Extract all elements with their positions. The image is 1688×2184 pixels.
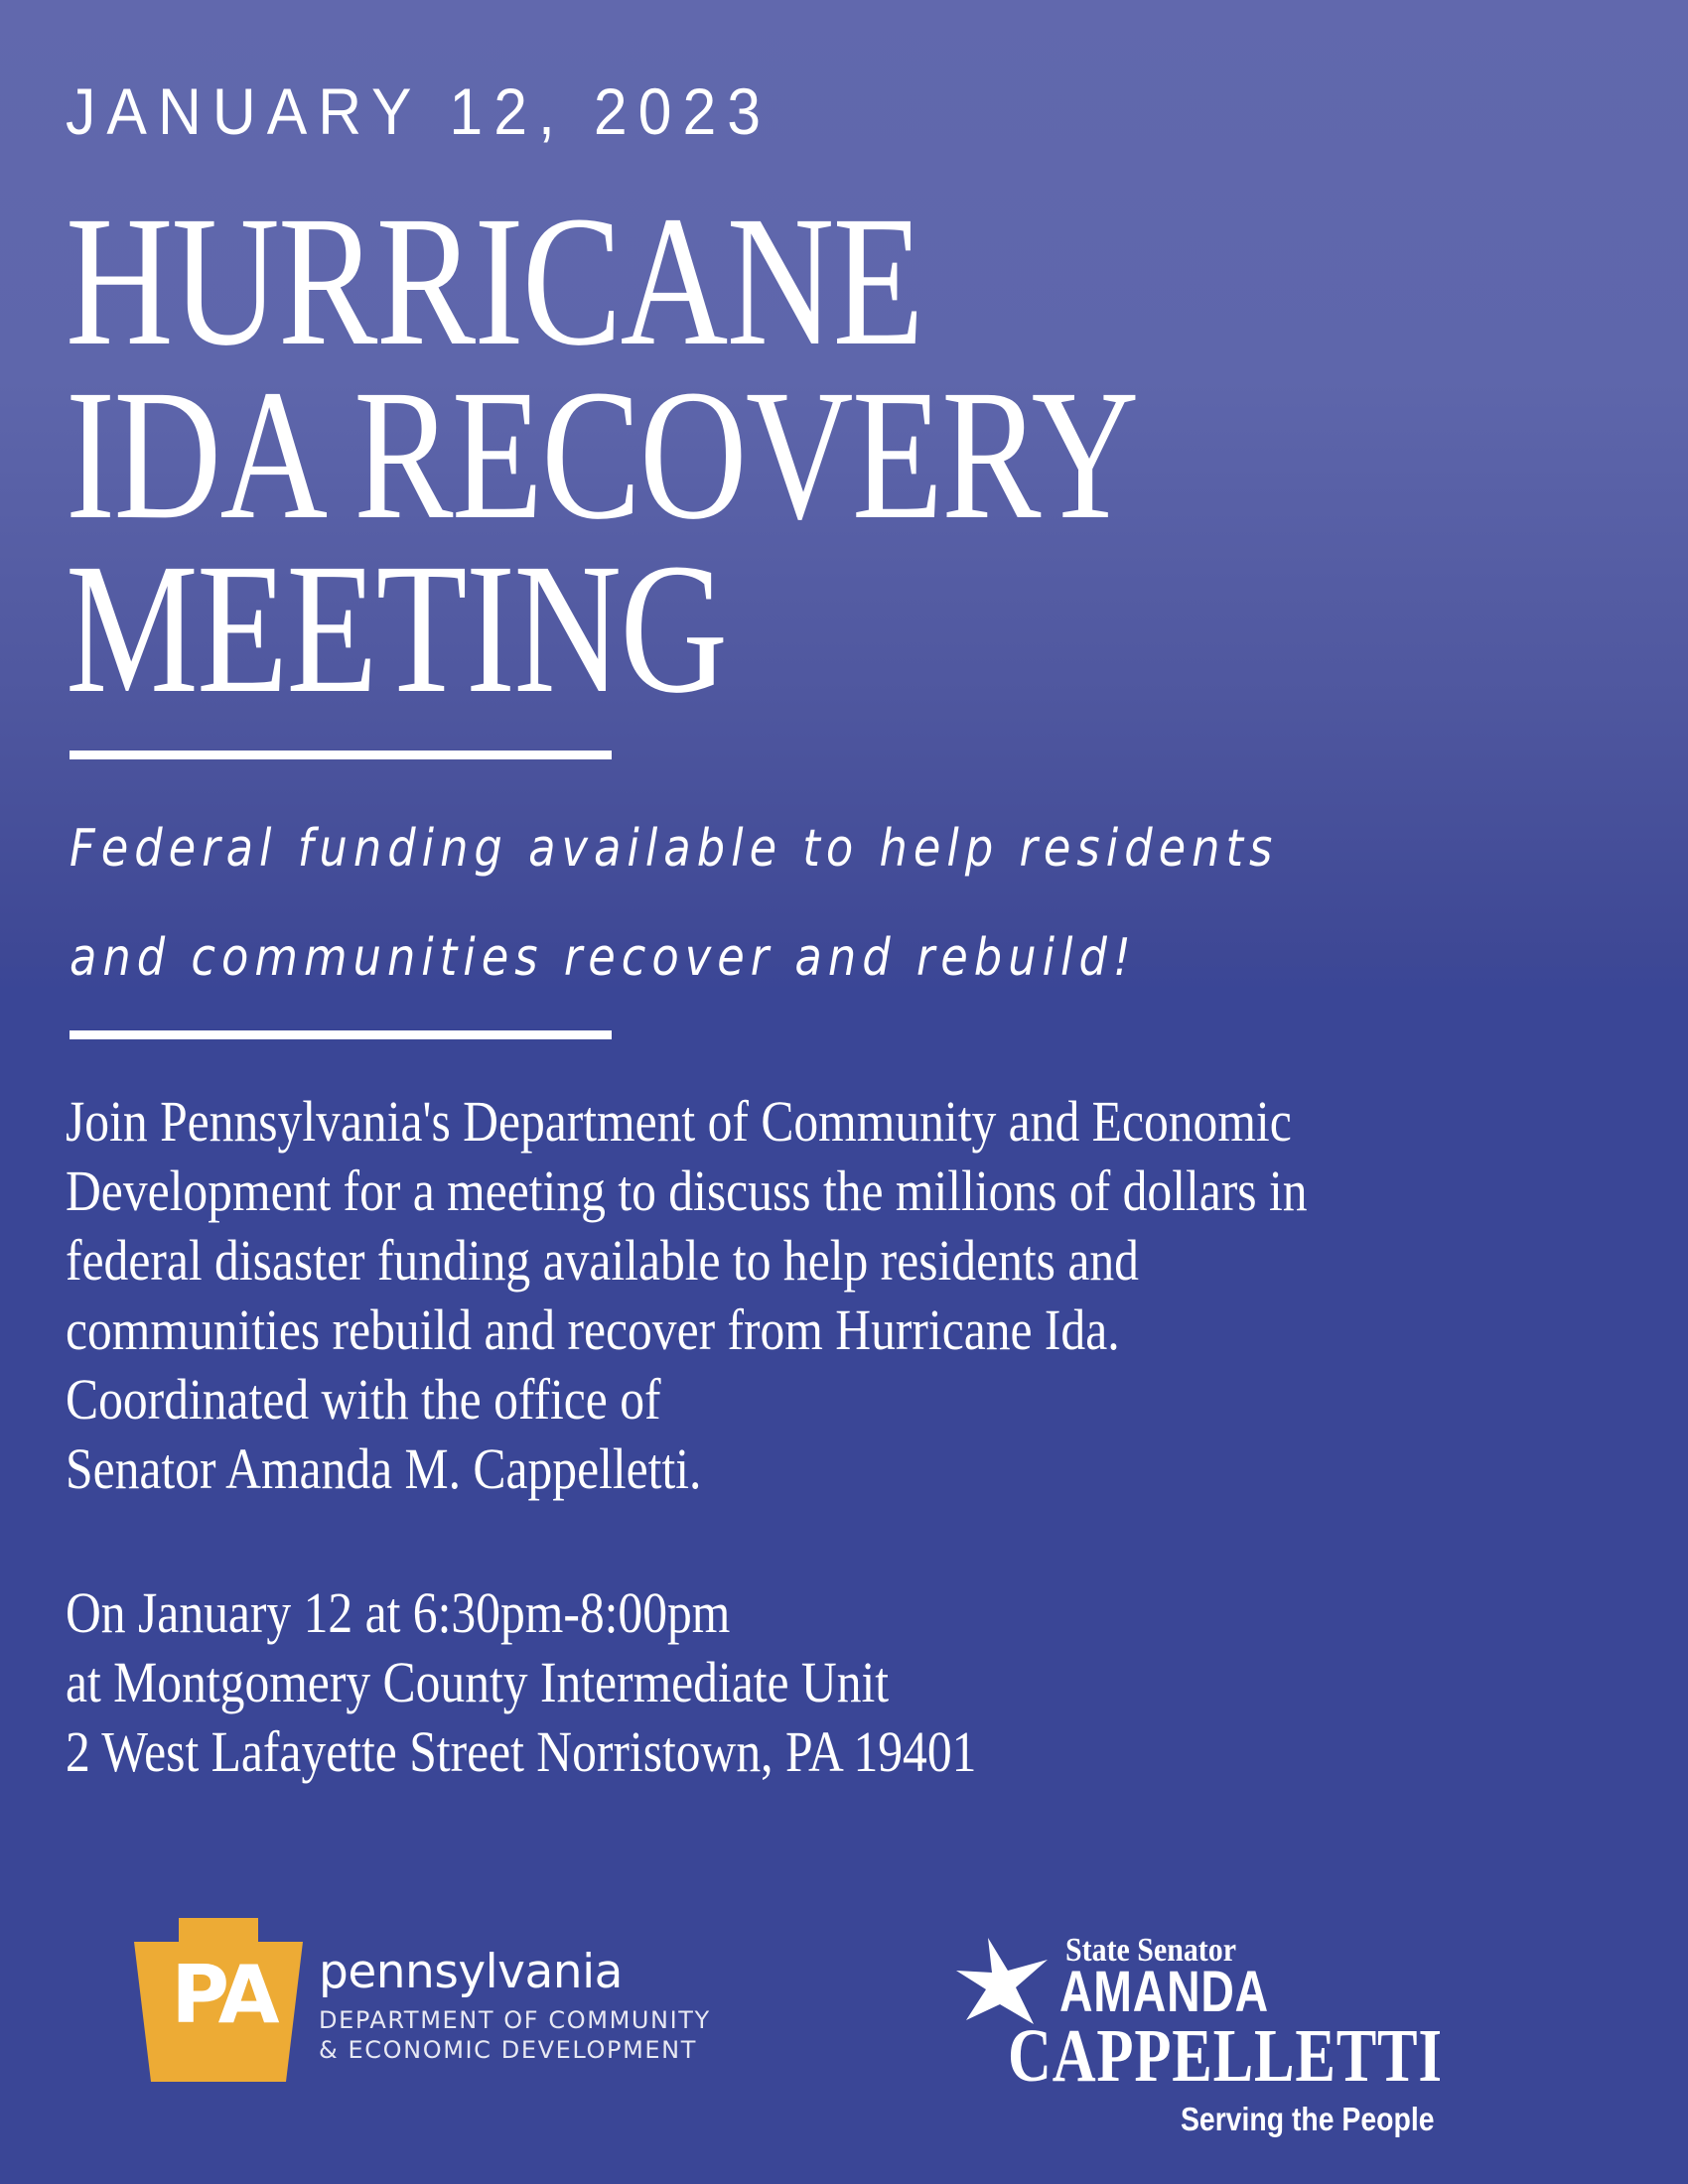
pa-department: [319, 2005, 711, 2065]
event-date: JANUARY 12, 2023: [66, 74, 773, 148]
tagline-line: Federal funding available to help residents: [70, 819, 1279, 879]
title-line: HURRICANE: [66, 177, 922, 384]
description-line: Coordinated with the office of: [66, 1367, 661, 1432]
tagline-line: and communities recover and rebuild!: [70, 928, 1137, 988]
pa-department-line: & ECONOMIC DEVELOPMENT: [319, 2036, 697, 2064]
pa-dced-logo: [134, 1918, 789, 2082]
senator-last-name: CAPPELLETTI: [1008, 2014, 1443, 2098]
description-line: communities rebuild and recover from Hurricane Ida.: [66, 1297, 1120, 1362]
event-address: 2 West Lafayette Street Norristown, PA 19401: [66, 1719, 977, 1784]
tagline: [70, 794, 1278, 1013]
pa-badge: PA: [171, 1949, 276, 2041]
description: [66, 1087, 1308, 1504]
event-venue: at Montgomery County Intermediate Unit: [66, 1650, 890, 1714]
description-line: Development for a meeting to discuss the millions of dollars in: [66, 1159, 1308, 1223]
description-line: Join Pennsylvania's Department of Community and Economic: [66, 1089, 1292, 1154]
senator-title: State Senator: [1065, 1932, 1237, 1969]
pa-wordmark: pennsylvania: [319, 1945, 623, 1999]
senator-logo: [948, 1911, 1484, 2137]
event-time: On January 12 at 6:30pm-8:00pm: [66, 1580, 731, 1645]
title-line: MEETING: [66, 524, 727, 732]
senator-first-name: AMANDA: [1059, 1960, 1269, 2024]
page-title: [66, 177, 1138, 732]
description-line: federal disaster funding available to help residents and: [66, 1228, 1139, 1293]
description-line: Senator Amanda M. Cappelletti.: [66, 1436, 702, 1501]
senator-slogan: Serving the People: [1181, 2101, 1435, 2137]
divider: [70, 1030, 612, 1039]
divider: [70, 751, 612, 759]
event-details: [66, 1578, 976, 1787]
title-line: IDA RECOVERY: [66, 350, 1138, 558]
pa-department-line: DEPARTMENT OF COMMUNITY: [319, 2006, 711, 2034]
